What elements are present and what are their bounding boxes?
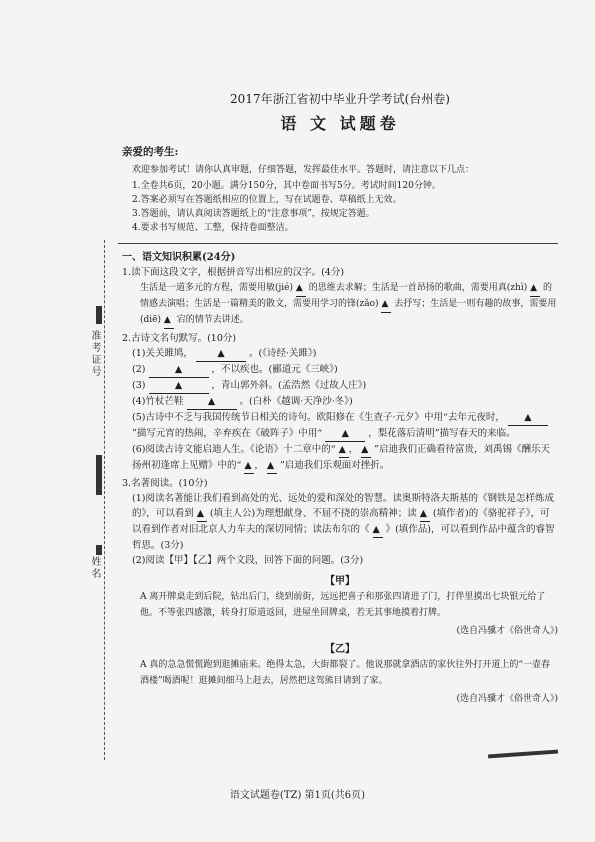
notice-item: 2.答案必须写在答题纸相应的位置上，写在试题卷、草稿纸上无效。 [132,195,402,205]
triangle-mark: ▲ [419,508,428,519]
q3-text: (1)阅读名著能让我们看到高处的光、远处的爱和深处的智慧。读奥斯特洛夫斯基的《钢铁是怎样炼成的》，可以看到 [132,493,554,519]
answer-blank [373,522,383,538]
notice-intro: 欢迎参加考试！请你认真审题，仔细答题，发挥最佳水平。答题时，请注意以下几点： [132,165,475,175]
exam-subtitle: 语 文 试题卷 [280,114,400,133]
triangle-mark: ▲ [361,444,369,455]
page-footer: 语文试题卷(TZ) 第1页(共6页) [229,790,366,801]
q5-text: ，梨花落后清明”描写春天的来临。 [368,428,516,439]
passage-yi-heading: 【乙】 [325,644,355,655]
answer-blank [244,458,254,474]
notice-heading: 亲爱的考生: [122,146,179,158]
answer-blank [296,281,306,297]
exam-id-label: 准考证号 [89,330,100,378]
question-1-text [122,281,558,329]
answer-blank [339,442,349,458]
q1-text-part: 生活是一道多元的方程，需要用敏(jié) [140,283,294,293]
poem-line [122,410,558,442]
triangle-mark: ▲ [266,460,275,471]
answer-blank [361,442,371,458]
name-label: 姓名 [89,556,100,580]
passage-jia-source: (选自冯骥才《俗世奇人》) [456,626,558,636]
question-1-stem: 1.读下面这段文字，根据拼音写出相应的汉字。(4分) [122,267,345,278]
main-content [122,90,558,704]
answer-blank [530,281,540,297]
question-3-stem: 3.名著阅读。(10分) [122,478,208,489]
q3-part-2: (2)阅读【甲】【乙】两个文段，回答下面的问题。(3分) [132,555,364,566]
q1-text-part: 去抒写；生活是一则有趣的故事，需要用(diē) [140,299,557,325]
notice-item: 3.答题前，请认真阅读答题纸上的“注意事项”，按规定答题。 [132,209,375,219]
item-number: (2) [132,364,146,375]
q3-text: 》(填作品)，可以看到作品中蕴含的睿智哲思。(3分) [132,524,555,551]
question-2-stem: 2.古诗文名句默写。(10分) [122,333,237,344]
answer-blank [420,506,430,522]
triangle-mark: ▲ [341,428,349,439]
triangle-mark: ▲ [244,460,252,471]
item-number: (3) [132,380,146,391]
notice-item: 1.全卷共6页，20小题。满分150分，其中卷面书写5分。考试时间120分钟。 [132,181,441,191]
item-number: (1) [132,348,146,359]
passage-jia: A 离开牌桌走到后院，钻出后门，绕到前街，远远把喜子和那张四请进了门，打伴里摸出七块银元给了他。不等张四感激，转身打原道返回，进屋坐回牌桌，若无其事地摸着打牌。 [140,592,546,618]
triangle-mark: ▲ [174,364,183,375]
section-title: 一、语文知识积累(24分) [122,252,236,263]
q3-part-1 [122,491,558,553]
triangle-mark: ▲ [163,315,171,325]
answer-blank [187,394,237,410]
q1-text-part: 的思维去求解；生活是一首昂扬的歌曲，需要用真(zhì) [308,283,528,293]
poem-post: 。(白朴《越调·天净沙·冬》) [239,396,353,407]
triangle-mark: ▲ [381,299,389,309]
poem-line [122,362,558,378]
section-divider [118,243,558,244]
poem-line [122,378,558,394]
answer-blank [196,346,246,362]
q6-text: ”启迪我们乐观面对挫折。 [279,460,390,471]
triangle-mark: ▲ [338,444,346,455]
q3-text: (填作者)的《骆驼祥子》，可以看到作者对旧北京人力车夫的深切同情；读法布尔的《 [132,508,550,535]
q5-text: (5)古诗中不乏与我国传统节日相关的诗句。欧阳修在《生查子·元夕》中用“去年元夜时， [132,412,505,423]
scan-mark [488,750,558,759]
q1-text-part: 宕的情节去讲述。 [176,315,249,325]
ink-mark [96,455,102,495]
answer-blank [149,378,209,394]
answer-blank [508,410,548,426]
answer-blank [267,458,277,474]
binding-line [104,240,105,760]
answer-blank [164,313,174,329]
q6-text: ”启迪我们正确看待富贵，刘禹锡《酬乐天扬州初逢席上见赠》中的“ [132,444,551,471]
triangle-mark: ▲ [196,508,205,519]
q3-text: (填主人公)为理想献身、不屈不挠的崇高精神；读 [209,508,417,519]
q6-text: (6)阅读古诗文能启迪人生。《论语》十二章中的“ [132,444,336,455]
poem-post: 。(《诗经·关雎》) [249,348,317,359]
ink-mark [96,545,102,555]
poem-post: ，青山郭外斜。(孟浩然《过故人庄》) [211,380,367,391]
poem-pre: 竹杖芒鞋 [145,396,184,407]
passage-yi: A 真的急急慌慌跑到逛摊庙来。绝得太急，大街都裂了。他说那就拿酒店的家伙往外打开道上的“一壶春酒楼”喝酒呢！逛摊间细马上赶去，居然把这驾熊目请到了家。 [140,660,550,686]
triangle-mark: ▲ [174,380,183,391]
triangle-mark: ▲ [530,283,538,293]
q5-text: ”描写元宵的热闹，辛弃疾在《破阵子》中用“ [132,428,323,439]
triangle-mark: ▲ [217,348,225,359]
answer-blank [197,506,207,522]
notice-item: 4.要求书写规范、工整，保持卷面整洁。 [132,223,294,233]
poem-pre: 关关雎鸠， [145,348,193,359]
poem-post: ，不以疾也。(郦道元《三峡》) [211,364,338,375]
q1-text-part: 的情感去演唱；生活是一篇精美的散文，需要用学习的锋(zǎo) [140,283,552,309]
triangle-mark: ▲ [207,396,216,407]
answer-blank [325,426,365,442]
poem-line [122,394,558,410]
ink-mark [96,306,102,324]
poem-line [122,346,558,362]
triangle-mark: ▲ [372,524,380,535]
answer-blank [381,297,391,313]
passage-yi-source: (选自冯骥才《俗世奇人》) [456,694,558,704]
answer-blank [149,362,209,378]
passage-jia-heading: 【甲】 [325,576,355,587]
poem-line: (6)阅读古诗文能启迪人生。《论语》十二章中的“ ▲ ， ▲ ”启迪我们正确看待富贵，刘禹锡《酬乐天扬州初逢席上见赠》中的“ ▲ ， ▲ ”启迪我们乐观面对挫折。 [122,442,558,474]
item-number: (4) [132,396,146,407]
triangle-mark: ▲ [295,283,303,293]
notice-list [122,179,558,235]
exam-title: 2017年浙江省初中毕业升学考试(台州卷) [230,92,450,106]
triangle-mark: ▲ [524,412,532,423]
